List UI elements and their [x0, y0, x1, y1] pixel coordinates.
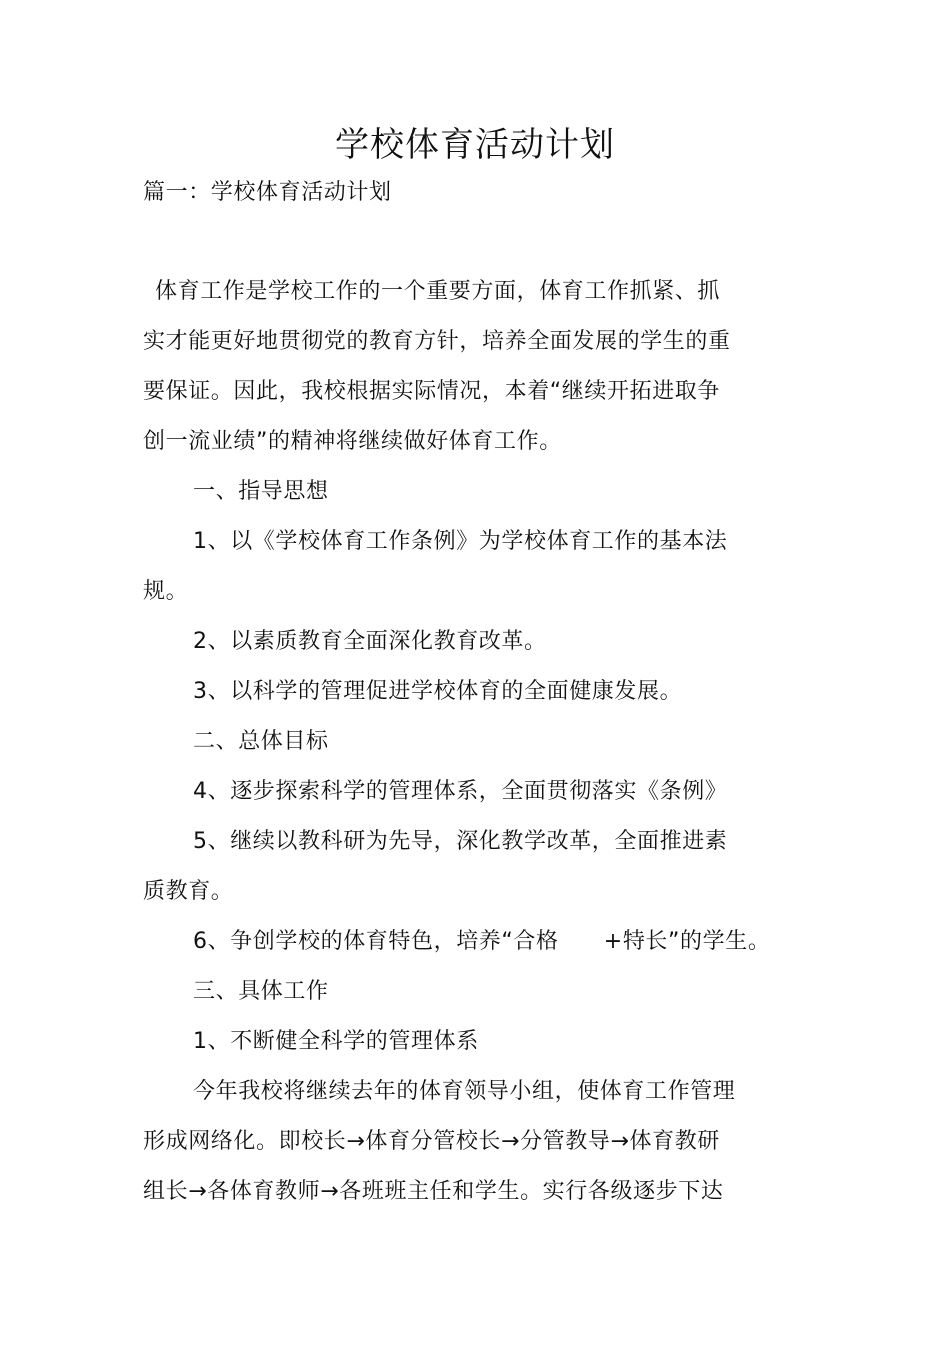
list-item: 1、以《学校体育工作条例》为学校体育工作的基本法: [193, 529, 728, 554]
list-item: 3、以科学的管理促进学校体育的全面健康发展。: [193, 679, 683, 704]
list-item-continuation: 质教育。: [143, 879, 234, 904]
paragraph-line: 组长→各体育教师→各班班主任和学生。实行各级逐步下达: [143, 1179, 724, 1204]
paragraph-line: 形成网络化。即校长→体育分管校长→分管教导→体育教研: [143, 1129, 720, 1154]
paragraph-line: 创一流业绩”的精神将继续做好体育工作。: [143, 429, 562, 454]
paragraph-line: 要保证。因此，我校根据实际情况，本着“继续开拓进取争: [143, 379, 720, 404]
section-heading: 二、总体目标: [193, 729, 329, 754]
document-subtitle: 篇一：学校体育活动计划: [143, 180, 392, 205]
subsection-heading: 1、不断健全科学的管理体系: [193, 1029, 479, 1054]
section-heading: 三、具体工作: [193, 979, 329, 1004]
document-title: 学校体育活动计划: [335, 125, 615, 165]
paragraph-line: 体育工作是学校工作的一个重要方面，体育工作抓紧、抓: [155, 279, 721, 304]
section-heading: 一、指导思想: [193, 479, 329, 504]
paragraph-line: 实才能更好地贯彻党的教育方针，培养全面发展的学生的重: [143, 329, 731, 354]
list-item: 6、争创学校的体育特色，培养“合格 +特长”的学生。: [193, 929, 771, 954]
list-item: 4、逐步探索科学的管理体系，全面贯彻落实《条例》: [193, 779, 728, 804]
paragraph-line: 今年我校将继续去年的体育领导小组，使体育工作管理: [193, 1079, 736, 1104]
list-item-continuation: 规。: [143, 579, 189, 604]
list-item: 5、继续以教科研为先导，深化教学改革，全面推进素: [193, 829, 728, 854]
list-item: 2、以素质教育全面深化教育改革。: [193, 629, 547, 654]
